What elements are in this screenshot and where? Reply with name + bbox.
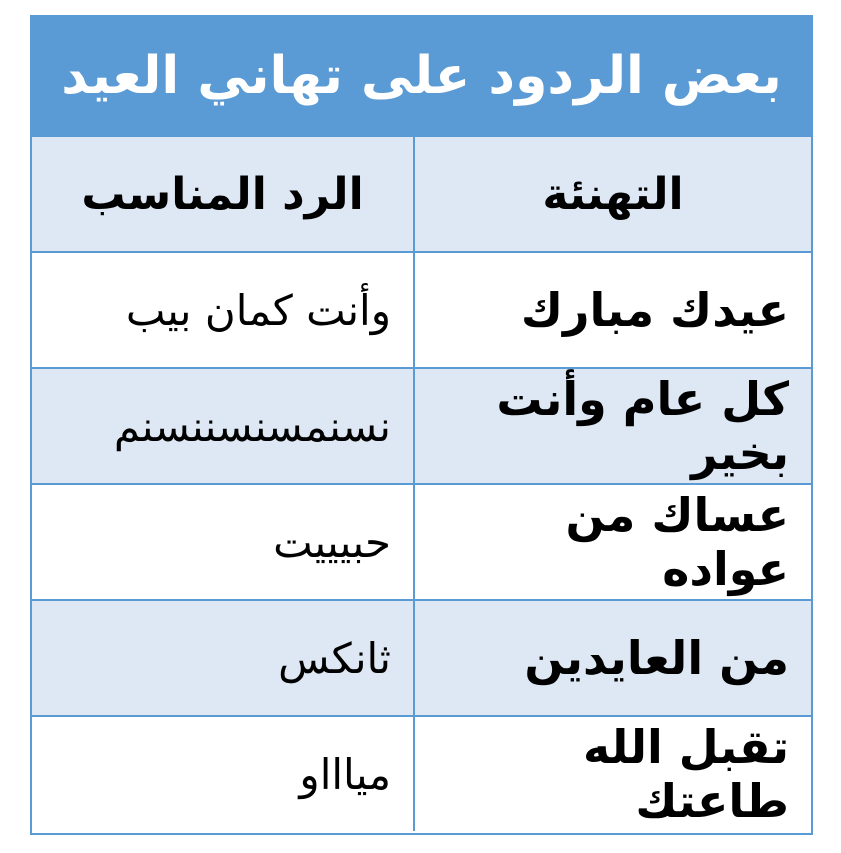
greetings-table: [30, 15, 813, 835]
header-reply: الرد المناسب: [32, 135, 413, 251]
greeting-cell: عيدك مبارك: [413, 251, 811, 367]
table-title: بعض الردود على تهاني العيد: [32, 17, 811, 135]
reply-cell: نسنمسنسننسنم: [32, 367, 413, 483]
table-grid: [32, 135, 811, 831]
reply-cell: مياااو: [32, 715, 413, 831]
greeting-cell: من العايدين: [413, 599, 811, 715]
reply-cell: وأنت كمان بيب: [32, 251, 413, 367]
greeting-cell: كل عام وأنت بخير: [413, 367, 811, 483]
reply-cell: حبيييت: [32, 483, 413, 599]
header-greeting: التهنئة: [413, 135, 811, 251]
greeting-cell: عساك من عواده: [413, 483, 811, 599]
greeting-cell: تقبل الله طاعتك: [413, 715, 811, 831]
reply-cell: ثانكس: [32, 599, 413, 715]
